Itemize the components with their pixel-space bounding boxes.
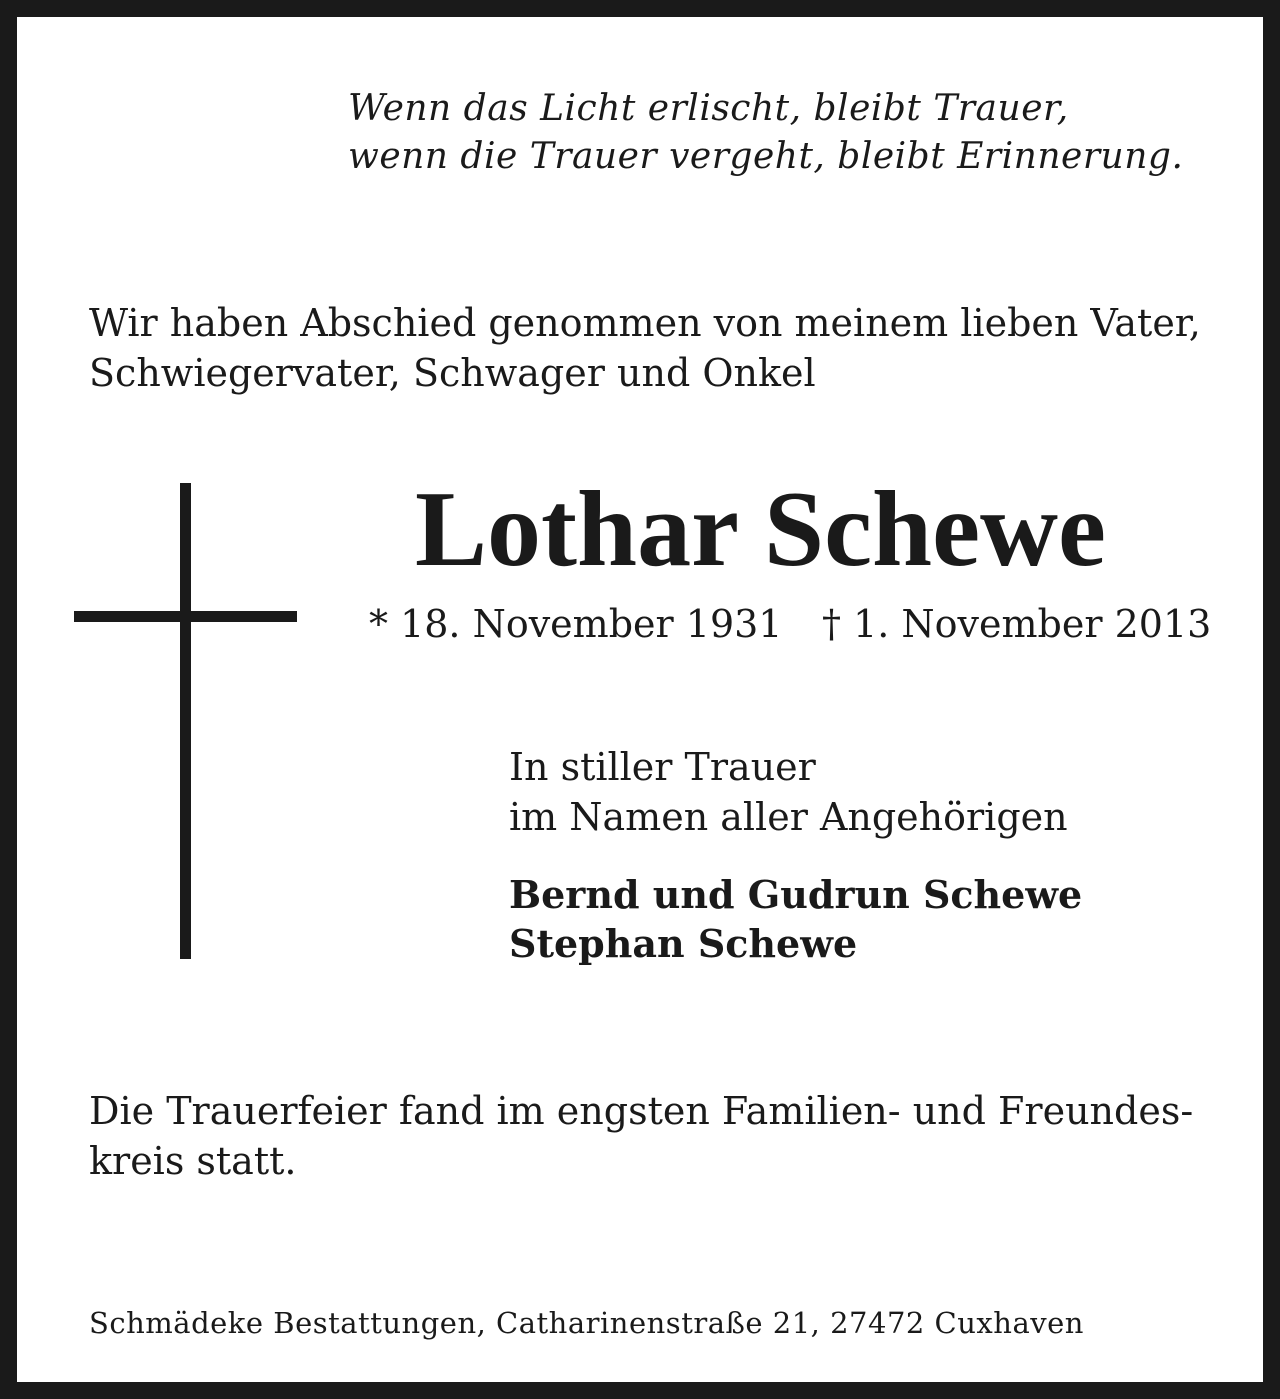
ceremony-line-2: kreis statt. (89, 1139, 297, 1183)
funeral-home-address: Schmädeke Bestattungen, Catharinenstraße 21, 27472 Cuxhaven (89, 1306, 1084, 1340)
deceased-name: Lothar Schewe (415, 470, 1106, 589)
intro-line-1: Wir haben Abschied genommen von meinem lieben Vater, (89, 301, 1201, 345)
mourner-name: Stephan Schewe (509, 921, 858, 966)
cross-horizontal-bar (74, 611, 297, 622)
mourner-name: Bernd und Gudrun Schewe (509, 872, 1083, 917)
motto-line-1: Wenn das Licht erlischt, bleibt Trauer, (348, 88, 1069, 129)
mourning-line-2: im Namen aller Angehörigen (509, 795, 1068, 839)
motto-line-2: wenn die Trauer vergeht, bleibt Erinnerung. (348, 136, 1184, 177)
mourning-line-1: In stiller Trauer (509, 745, 816, 789)
ceremony-line-1: Die Trauerfeier fand im engsten Familien- und Freundes- (89, 1089, 1194, 1133)
death-date: † 1. November 2013 (822, 602, 1212, 646)
birth-date: * 18. November 1931 (369, 602, 783, 646)
intro-line-2: Schwiegervater, Schwager und Onkel (89, 351, 816, 395)
cross-vertical-bar (180, 483, 191, 959)
